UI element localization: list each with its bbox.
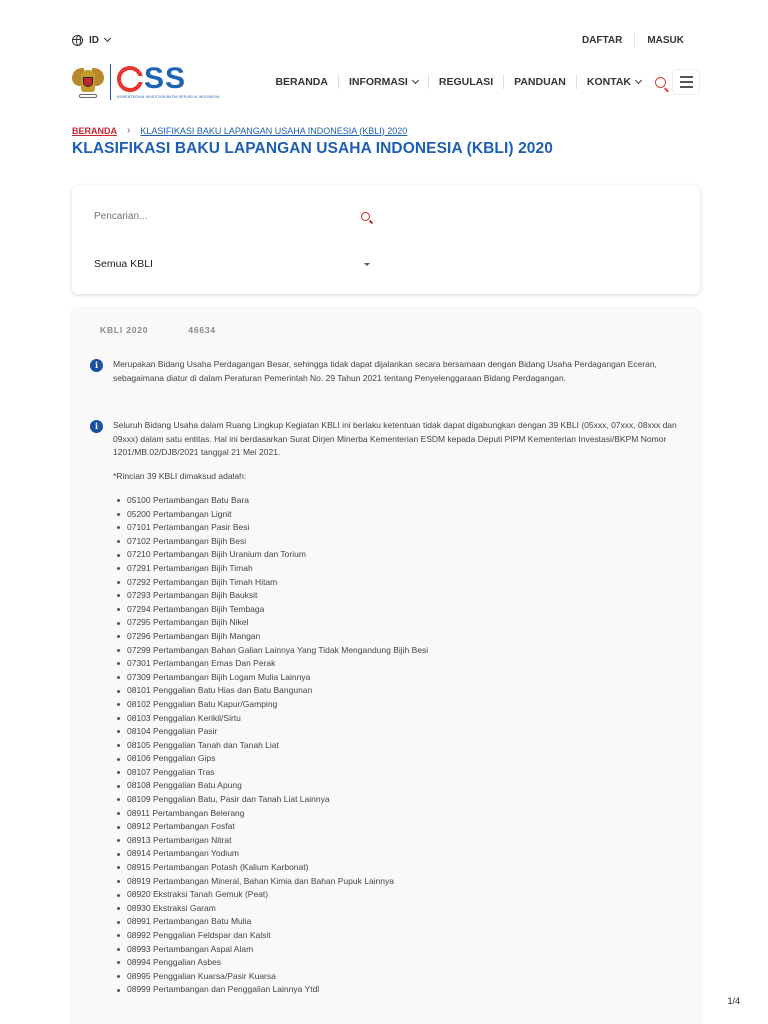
list-item: 07296 Pertambangan Bijih Mangan [117, 630, 428, 644]
list-item: 08913 Pertambangan Nitrat [117, 834, 428, 848]
list-item: 07295 Pertambangan Bijih Nikel [117, 616, 428, 630]
language-label: ID [89, 34, 99, 46]
list-item: 07299 Pertambangan Bahan Galian Lainnya Yang Tidak Mengandung Bijih Besi [117, 644, 428, 658]
list-item: 08930 Ekstraksi Garam [117, 902, 428, 916]
search-icon[interactable] [655, 77, 666, 88]
hamburger-menu-icon[interactable] [672, 69, 700, 95]
list-item: 08912 Pertambangan Fosfat [117, 820, 428, 834]
search-card [72, 186, 700, 294]
kbli-header [100, 325, 216, 335]
caret-down-icon [364, 263, 370, 266]
list-item: 07291 Pertambangan Bijih Timah [117, 562, 428, 576]
search-bar [94, 208, 370, 224]
kbli-label: KBLI 2020 [100, 325, 149, 335]
info-note-text: Seluruh Bidang Usaha dalam Ruang Lingkup Kegiatan KBLI ini berlaku ketentuan tidak dapat digabungkan dengan 39 KBLI (05xxx, 07xxx, 08xxx dan 09xxx) dalam satu entitas. Hal ini berdasarkan Surat Dirjen Minerba Kementerian ESDM kepada Deputi PIPM Kementerian Investasi/BKPM Nomor 1201/MB.02/DJB/2021 tanggal 21 Mei 2021. [113, 420, 677, 457]
kbli-code: 46634 [188, 325, 216, 335]
list-item: 08995 Penggalian Kuarsa/Pasir Kuarsa [117, 970, 428, 984]
register-link[interactable]: DAFTAR [581, 34, 623, 46]
list-item: 07301 Pertambangan Emas Dan Perak [117, 657, 428, 671]
page-indicator: 1/4 [727, 996, 740, 1006]
search-input[interactable] [94, 211, 334, 222]
info-note-text: Merupakan Bidang Usaha Perdagangan Besar, sehingga tidak dapat dijalankan secara bersamaan dengan Bidang Usaha Perdagangan Eceran, sebagaimana diatur di dalam Peraturan Pemerintah No. 29 Tahun 2021 tentang Penyelenggaraan Bidang Perdagangan. [113, 359, 657, 383]
nav-label: PANDUAN [514, 76, 566, 88]
list-item: 08103 Penggalian Kerikil/Sirtu [117, 712, 428, 726]
oss-logo: SS KEMENTERIAN INVESTASI/BKPM REPUBLIK INDONESIA [117, 62, 220, 99]
nav-label: KONTAK [586, 76, 631, 88]
breadcrumb-current[interactable]: KLASIFIKASI BAKU LAPANGAN USAHA INDONESIA (KBLI) 2020 [140, 125, 408, 136]
nav-item-kontak[interactable] [577, 76, 651, 88]
list-item: 07210 Pertambangan Bijih Uranium dan Torium [117, 548, 428, 562]
chevron-down-icon [635, 77, 642, 84]
kbli-detail-card [72, 308, 700, 1024]
list-item: 08109 Penggalian Batu, Pasir dan Tanah Liat Lainnya [117, 793, 428, 807]
logo-tagline: KEMENTERIAN INVESTASI/BKPM REPUBLIK INDONESIA [117, 95, 220, 99]
nav-item-panduan[interactable] [504, 76, 576, 88]
list-item: 08993 Pertambangan Aspal Alam [117, 943, 428, 957]
brand[interactable] [72, 64, 220, 100]
site-header [72, 60, 700, 104]
search-icon[interactable] [361, 212, 370, 221]
list-item: 08101 Penggalian Batu Hias dan Batu Bangunan [117, 684, 428, 698]
breadcrumb-separator: › [127, 125, 131, 136]
kbli-select-value: Semua KBLI [94, 258, 153, 270]
list-item: 07102 Pertambangan Bijih Besi [117, 535, 428, 549]
list-item: 08106 Penggalian Gips [117, 752, 428, 766]
info-note [90, 419, 678, 460]
list-item: 08911 Pertambangan Belerang [117, 807, 428, 821]
kbli-list [117, 494, 428, 997]
chevron-down-icon [412, 77, 419, 84]
nav-item-regulasi[interactable] [429, 76, 503, 88]
nav-label: BERANDA [275, 76, 328, 88]
list-item: 08999 Pertambangan dan Penggalian Lainnya Ytdl [117, 983, 428, 997]
list-item: 08104 Penggalian Pasir [117, 725, 428, 739]
login-link[interactable]: MASUK [647, 34, 684, 46]
info-note [90, 358, 678, 385]
list-intro: *Rincian 39 KBLI dimaksud adalah: [113, 471, 247, 481]
top-bar [72, 30, 696, 50]
info-icon: i [90, 359, 103, 372]
list-item: 08994 Penggalian Asbes [117, 956, 428, 970]
list-item: 08915 Pertambangan Potash (Kalium Karbonat) [117, 861, 428, 875]
auth-links [570, 33, 696, 47]
list-item: 07293 Pertambangan Bijih Bauksit [117, 589, 428, 603]
divider [110, 64, 111, 100]
language-selector[interactable] [72, 35, 110, 46]
list-item: 07309 Pertambangan Bijih Logam Mulia Lainnya [117, 671, 428, 685]
list-item: 08920 Ekstraksi Tanah Gemuk (Peat) [117, 888, 428, 902]
globe-icon [72, 35, 83, 46]
main-nav [265, 69, 700, 95]
list-item: 08105 Penggalian Tanah dan Tanah Liat [117, 739, 428, 753]
list-item: 08108 Penggalian Batu Apung [117, 779, 428, 793]
info-icon: i [90, 420, 103, 433]
list-item: 08992 Penggalian Feldspar dan Kalsit [117, 929, 428, 943]
kbli-select[interactable] [94, 256, 370, 272]
garuda-emblem-icon [72, 64, 104, 100]
page-title: KLASIFIKASI BAKU LAPANGAN USAHA INDONESIA (KBLI) 2020 [72, 140, 553, 157]
list-item: 07292 Pertambangan Bijih Timah Hitam [117, 576, 428, 590]
list-item: 08102 Penggalian Batu Kapur/Gamping [117, 698, 428, 712]
breadcrumb [72, 125, 407, 136]
list-item: 07294 Pertambangan Bijih Tembaga [117, 603, 428, 617]
list-item: 08991 Pertambangan Batu Mulia [117, 915, 428, 929]
list-item: 05100 Pertambangan Batu Bara [117, 494, 428, 508]
breadcrumb-home[interactable]: BERANDA [72, 125, 117, 136]
list-item: 08914 Pertambangan Yodium [117, 847, 428, 861]
nav-label: REGULASI [438, 76, 494, 88]
nav-item-informasi[interactable] [339, 76, 428, 88]
list-item: 07101 Pertambangan Pasir Besi [117, 521, 428, 535]
nav-item-beranda[interactable] [265, 76, 338, 88]
list-item: 08919 Pertambangan Mineral, Bahan Kimia dan Bahan Pupuk Lainnya [117, 875, 428, 889]
chevron-down-icon [104, 35, 111, 42]
nav-label: INFORMASI [348, 76, 408, 88]
list-item: 05200 Pertambangan Lignit [117, 508, 428, 522]
list-item: 08107 Penggalian Tras [117, 766, 428, 780]
